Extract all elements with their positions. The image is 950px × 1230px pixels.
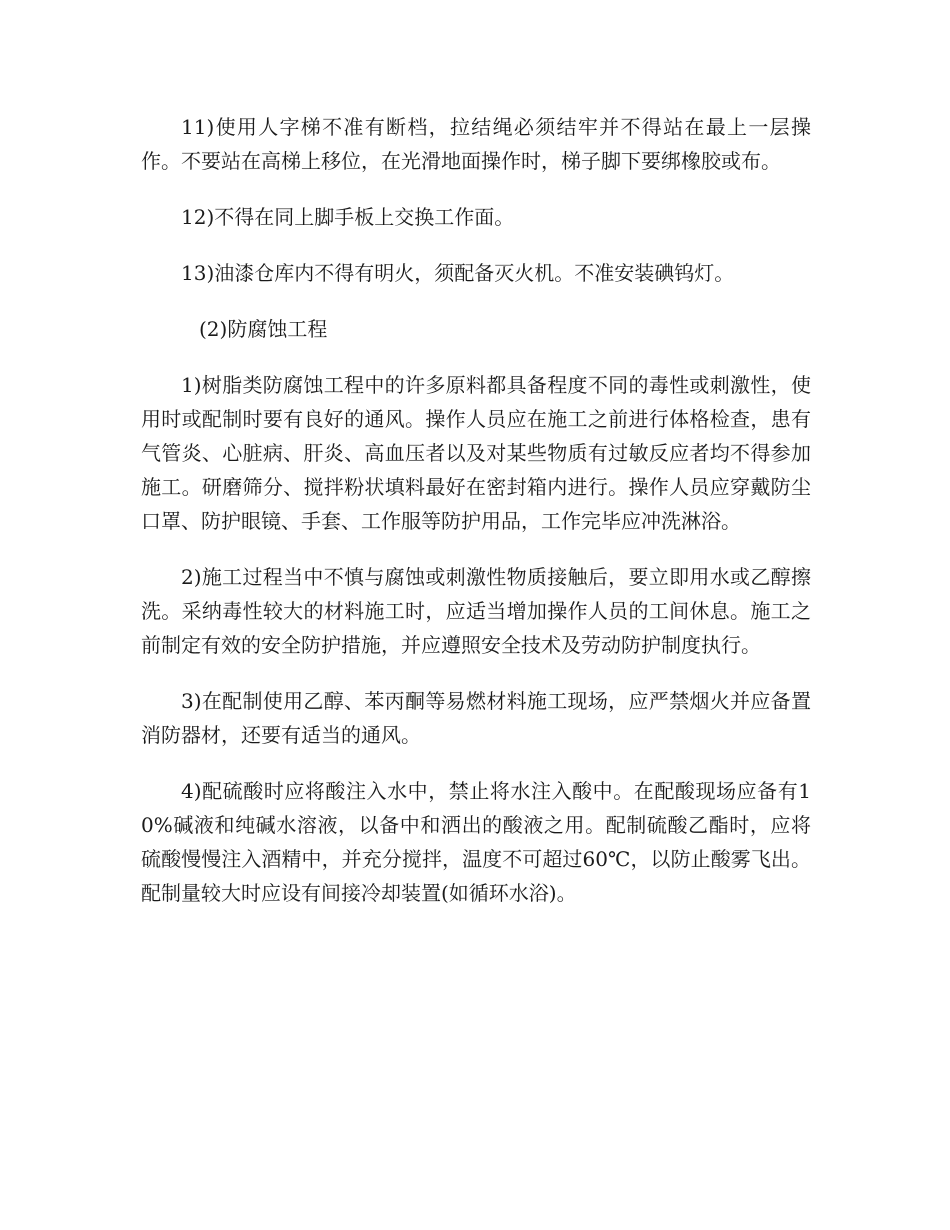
document-body [141,110,811,932]
paragraph-item-2: 2)施工过程当中不慎与腐蚀或刺激性物质接触后，要立即用水或乙醇擦洗。采纳毒性较大的材料施工时，应适当增加操作人员的工间休息。施工之前制定有效的安全防护措施，并应遵照安全技术及劳动防护制度执行。 [141,565,811,657]
paragraph-item-12: 12)不得在同上脚手板上交换工作面。 [181,205,515,229]
paragraph-item-4: 4)配硫酸时应将酸注入水中，禁止将水注入酸中。在配酸现场应备有10%碱液和纯碱水溶液，以备中和洒出的酸液之用。配制硫酸乙酯时，应将硫酸慢慢注入酒精中，并充分搅拌，温度不可超过60℃，以防止酸雾飞出。配制量较大时应设有间接冷却装置(如循环水浴)。 [141,779,811,905]
paragraph-item-11: 11)使用人字梯不准有断档，拉结绳必须结牢并不得站在最上一层操作。不要站在高梯上移位，在光滑地面操作时，梯子脚下要绑橡胶或布。 [141,115,811,173]
paragraph-item-13: 13)油漆仓库内不得有明火，须配备灭火机。不准安装碘钨灯。 [181,261,735,285]
paragraph-item-1: 1)树脂类防腐蚀工程中的许多原料都具备程度不同的毒性或刺激性，使用时或配制时要有良好的通风。操作人员应在施工之前进行体格检查，患有气管炎、心脏病、肝炎、高血压者以及对某些物质有过敏反应者均不得参加施工。研磨筛分、搅拌粉状填料最好在密封箱内进行。操作人员应穿戴防尘口罩、防护眼镜、手套、工作服等防护用品，工作完毕应冲洗淋浴。 [141,373,811,533]
section-heading: (2)防腐蚀工程 [199,317,328,341]
paragraph-item-3: 3)在配制使用乙醇、苯丙酮等易燃材料施工现场，应严禁烟火并应备置消防器材，还要有适当的通风。 [141,689,811,747]
